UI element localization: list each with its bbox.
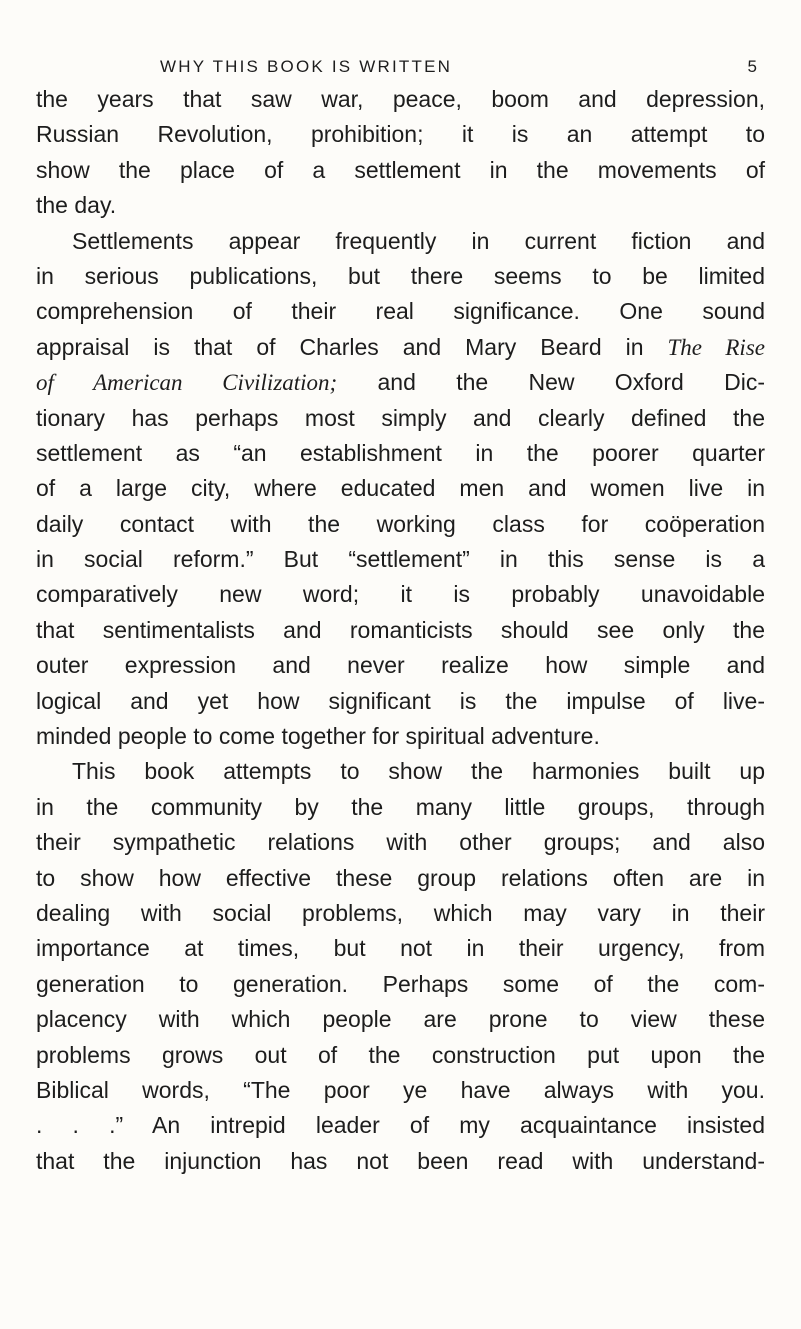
text-line: minded people to come together for spiritual adventure. [36,723,600,750]
body-text [36,82,765,1179]
text-line: . . .” An intrepid leader of my acquaintance insisted [36,1112,765,1139]
text-line: logical and yet how significant is the impulse of live- [36,687,765,714]
text-line: settlement as “an establishment in the poorer quarter [36,439,765,466]
italic-title: The Rise [667,334,765,360]
text-line: placency with which people are prone to view these [36,1006,765,1033]
text-line: of a large city, where educated men and women live in [36,475,765,502]
text-line: outer expression and never realize how simple and [36,652,765,679]
text-line: in serious publications, but there seems to be limited [36,262,765,289]
text-line: Russian Revolution, prohibition; it is an attempt to [36,121,765,148]
text-segment: and the New Oxford Dic- [337,369,765,396]
text-line: that the injunction has not been read with understand- [36,1147,765,1174]
running-head [36,52,765,82]
text-line: that sentimentalists and romanticists should see only the [36,616,765,643]
text-line: the years that saw war, peace, boom and depression, [36,86,765,112]
text-line: the day. [36,192,117,219]
text-segment: appraisal is that of Charles and Mary Beard in [36,333,668,360]
text-line: dealing with social problems, which may vary in their [36,899,765,926]
text-line: tionary has perhaps most simply and clearly defined the [36,404,765,431]
text-line: in the community by the many little groups, through [36,793,765,820]
text-line: their sympathetic relations with other groups; and also [36,829,765,856]
italic-title: of American Civilization; [36,370,338,396]
text-line-with-italic [36,330,765,365]
text-line: show the place of a settlement in the movements of [36,156,765,183]
text-line: problems grows out of the construction put upon the [36,1041,765,1068]
page-number: 5 [747,57,757,76]
text-line: generation to generation. Perhaps some of the com- [36,970,765,997]
text-line: importance at times, but not in their urgency, from [36,935,765,962]
text-line: in social reform.” But “settlement” in this sense is a [36,546,765,573]
text-line: Settlements appear frequently in current fiction and [72,227,765,254]
text-line: to show how effective these group relations often are in [36,864,765,891]
text-line-with-italic [36,365,765,400]
text-line: comparatively new word; it is probably unavoidable [36,581,765,608]
text-line: This book attempts to show the harmonies built up [72,758,765,785]
text-line: daily contact with the working class for coöperation [36,510,765,537]
text-line: comprehension of their real significance. One sound [36,298,765,325]
running-head-title: WHY THIS BOOK IS WRITTEN [160,57,453,76]
text-line: Biblical words, “The poor ye have always with you. [36,1076,765,1103]
